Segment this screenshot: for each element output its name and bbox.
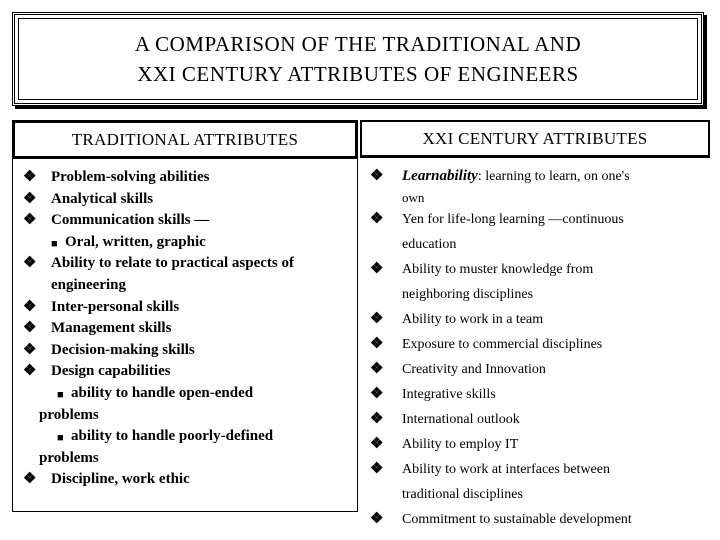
diamond-bullet-icon: ❖ — [23, 190, 37, 207]
diamond-bullet-icon: ❖ — [23, 255, 37, 272]
list-item: ❖ Inter-personal skills — [21, 297, 351, 319]
title-line-1: A COMPARISON OF THE TRADITIONAL AND — [134, 32, 582, 56]
list-item: ❖ Analytical skills — [21, 189, 351, 211]
diamond-bullet-icon: ❖ — [370, 261, 384, 277]
title-box — [12, 12, 704, 106]
list-item: ❖ Integrative skills — [368, 382, 710, 407]
list-item: ❖ Discipline, work ethic — [21, 469, 351, 491]
diamond-bullet-icon: ❖ — [370, 211, 384, 227]
traditional-attributes-list — [21, 167, 351, 491]
square-bullet-icon: ■ — [57, 388, 64, 401]
diamond-bullet-icon: ❖ — [23, 298, 37, 315]
traditional-attributes-heading: TRADITIONAL ATTRIBUTES — [13, 121, 357, 159]
list-item: ❖ International outlook — [368, 407, 710, 432]
xxi-century-attributes-panel — [360, 120, 710, 538]
diamond-bullet-icon: ❖ — [370, 311, 384, 327]
list-item: ❖ Ability to work in a team — [368, 307, 710, 332]
title-line-2: XXI CENTURY ATTRIBUTES OF ENGINEERS — [137, 62, 579, 86]
list-sub-item: ■ ability to handle open-ended problems — [39, 384, 254, 423]
diamond-bullet-icon: ❖ — [23, 212, 37, 229]
diamond-bullet-icon: ❖ — [23, 363, 37, 380]
list-item: ❖ Decision-making skills — [21, 340, 351, 362]
traditional-attributes-panel — [12, 120, 358, 512]
diamond-bullet-icon: ❖ — [23, 320, 37, 337]
diamond-bullet-icon: ❖ — [370, 411, 384, 427]
list-item: ❖ Ability to work at interfaces between traditional disciplines — [368, 457, 710, 507]
list-item: ❖ Management skills — [21, 318, 351, 340]
diamond-bullet-icon: ❖ — [370, 511, 384, 527]
diamond-bullet-icon: ❖ — [370, 461, 384, 477]
xxi-century-attributes-list — [368, 164, 710, 532]
list-item: ❖ Creativity and Innovation — [368, 357, 710, 382]
list-item: ❖ Learnability: learning to learn, on one's own — [368, 164, 710, 207]
diamond-bullet-icon: ❖ — [370, 361, 384, 377]
diamond-bullet-icon: ❖ — [370, 436, 384, 452]
xxi-century-attributes-heading: XXI CENTURY ATTRIBUTES — [360, 120, 710, 158]
diamond-bullet-icon: ❖ — [370, 336, 384, 352]
square-bullet-icon: ■ — [57, 432, 64, 445]
list-item: ❖ Ability to muster knowledge from neighboring disciplines — [368, 257, 710, 307]
list-item: ❖ Communication skills — — [21, 210, 351, 232]
diamond-bullet-icon: ❖ — [23, 341, 37, 358]
list-item: ❖ Yen for life-long learning —continuous education — [368, 207, 710, 257]
list-item: ❖ Exposure to commercial disciplines — [368, 332, 710, 357]
square-bullet-icon: ■ — [51, 237, 58, 250]
list-item: ❖ Problem-solving abilities — [21, 167, 351, 189]
list-item: ❖ Commitment to sustainable development — [368, 507, 710, 532]
list-item: ❖ Ability to employ IT — [368, 432, 710, 457]
list-item: ❖ Ability to relate to practical aspects of engineering — [23, 255, 294, 293]
list-item: ❖ Design capabilities — [21, 361, 351, 383]
list-sub-item: ■ ability to handle poorly-defined problems — [39, 428, 274, 466]
diamond-bullet-icon: ❖ — [370, 168, 384, 184]
list-sub-item: ■ Oral, written, graphic — [21, 232, 351, 254]
diamond-bullet-icon: ❖ — [370, 386, 384, 402]
diamond-bullet-icon: ❖ — [23, 169, 37, 185]
diamond-bullet-icon: ❖ — [23, 471, 37, 488]
